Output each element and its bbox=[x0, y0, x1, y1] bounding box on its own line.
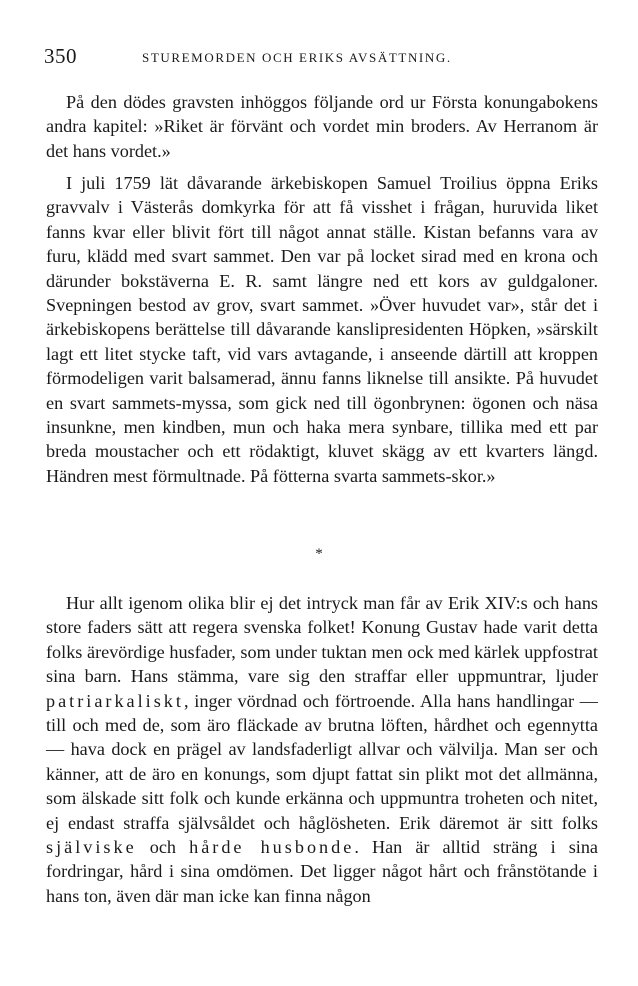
section-separator: * bbox=[315, 546, 323, 562]
paragraph-text: I juli 1759 lät dåvarande ärkebiskopen Samuel Troilius öppna Eriks gravvalv i Västerås domkyrka för att få visshet i frågan, huruvida liket fanns kvar eller blivit fört till något annat ställe. Kistan befanns vara av furu, klädd med svart sammet. Den var på locket sirad med en krona och därunder bokstäverna E. R. samt längre ned ett kors av guldgaloner. Svepningen bestod av grov, svart sammet. »Över huvudet var», står det i ärkebiskopens berättelse till dåvarande kanslipresidenten Höpken, »särskilt lagt ett litet stycke taft, vid vars avtagande, i anseende därtill att kroppen förmodeligen varit balsamerad, ännu fanns liknelse till ansikte. På huvudet en svart sammets-myssa, som gick ned till ögonbrynen: ögonen och näsa insunkne, men kindben, mun och haka mera synbare, tillika med ett par breda moustacher och ett rödaktigt, kluvet skägg av ett kvarters längd. Händren mest förmultnade. På fötterna svarta sammets-skor.» bbox=[46, 173, 598, 486]
page-header bbox=[0, 44, 638, 74]
text-run: Hur allt igenom olika blir ej det intryck man får av Erik XIV:s och hans store faders sätt att regera svenska folket! Konung Gustav hade varit detta folks ärevördige husfader, som under tuktan men ock med kärlek uppfostrat sina barn. Hans stämma, vare sig den straffar eller uppmuntrar, ljuder bbox=[46, 593, 598, 687]
paragraph-text bbox=[46, 591, 598, 908]
text-run: , inger vördnad och förtroende. Alla hans handlingar — till och med de, som äro fläckade av brutna löften, hårdhet och egennytta — hava dock en prägel av landsfaderligt allvar och välvilja. Man ser och känner, att de äro en konungs, som djupt fattat sin plikt mot det allmänna, som älskade sitt folk och kunde erkänna och uppmuntra troheten och nitet, ej endast straffa självsåldet och håglösheten. Erik däremot är sitt folks bbox=[46, 690, 598, 833]
text-run: . Han är alltid sträng i sina fordringar, hård i sina omdömen. Det ligger något hårt och frånstötande i hans ton, även där man icke kan finna någon bbox=[46, 837, 599, 906]
running-head: STUREMORDEN OCH ERIKS AVSÄTTNING. bbox=[142, 50, 452, 65]
spaced-word: själviske bbox=[46, 837, 137, 858]
paragraph-grave-opening bbox=[46, 171, 598, 488]
paragraph-comparison bbox=[46, 591, 598, 908]
paragraph-gravestone bbox=[46, 90, 598, 163]
text-run: och bbox=[136, 837, 190, 858]
spaced-word: patriarkaliskt bbox=[46, 690, 184, 711]
paragraph-text: På den dödes gravsten inhöggos följande ord ur Första konungabokens andra kapitel: »Riket är förvänt och vordet min broders. Av Herranom är det hans vordet.» bbox=[46, 92, 598, 161]
page-number: 350 bbox=[44, 44, 77, 68]
spaced-word: hårde husbonde bbox=[189, 837, 355, 858]
